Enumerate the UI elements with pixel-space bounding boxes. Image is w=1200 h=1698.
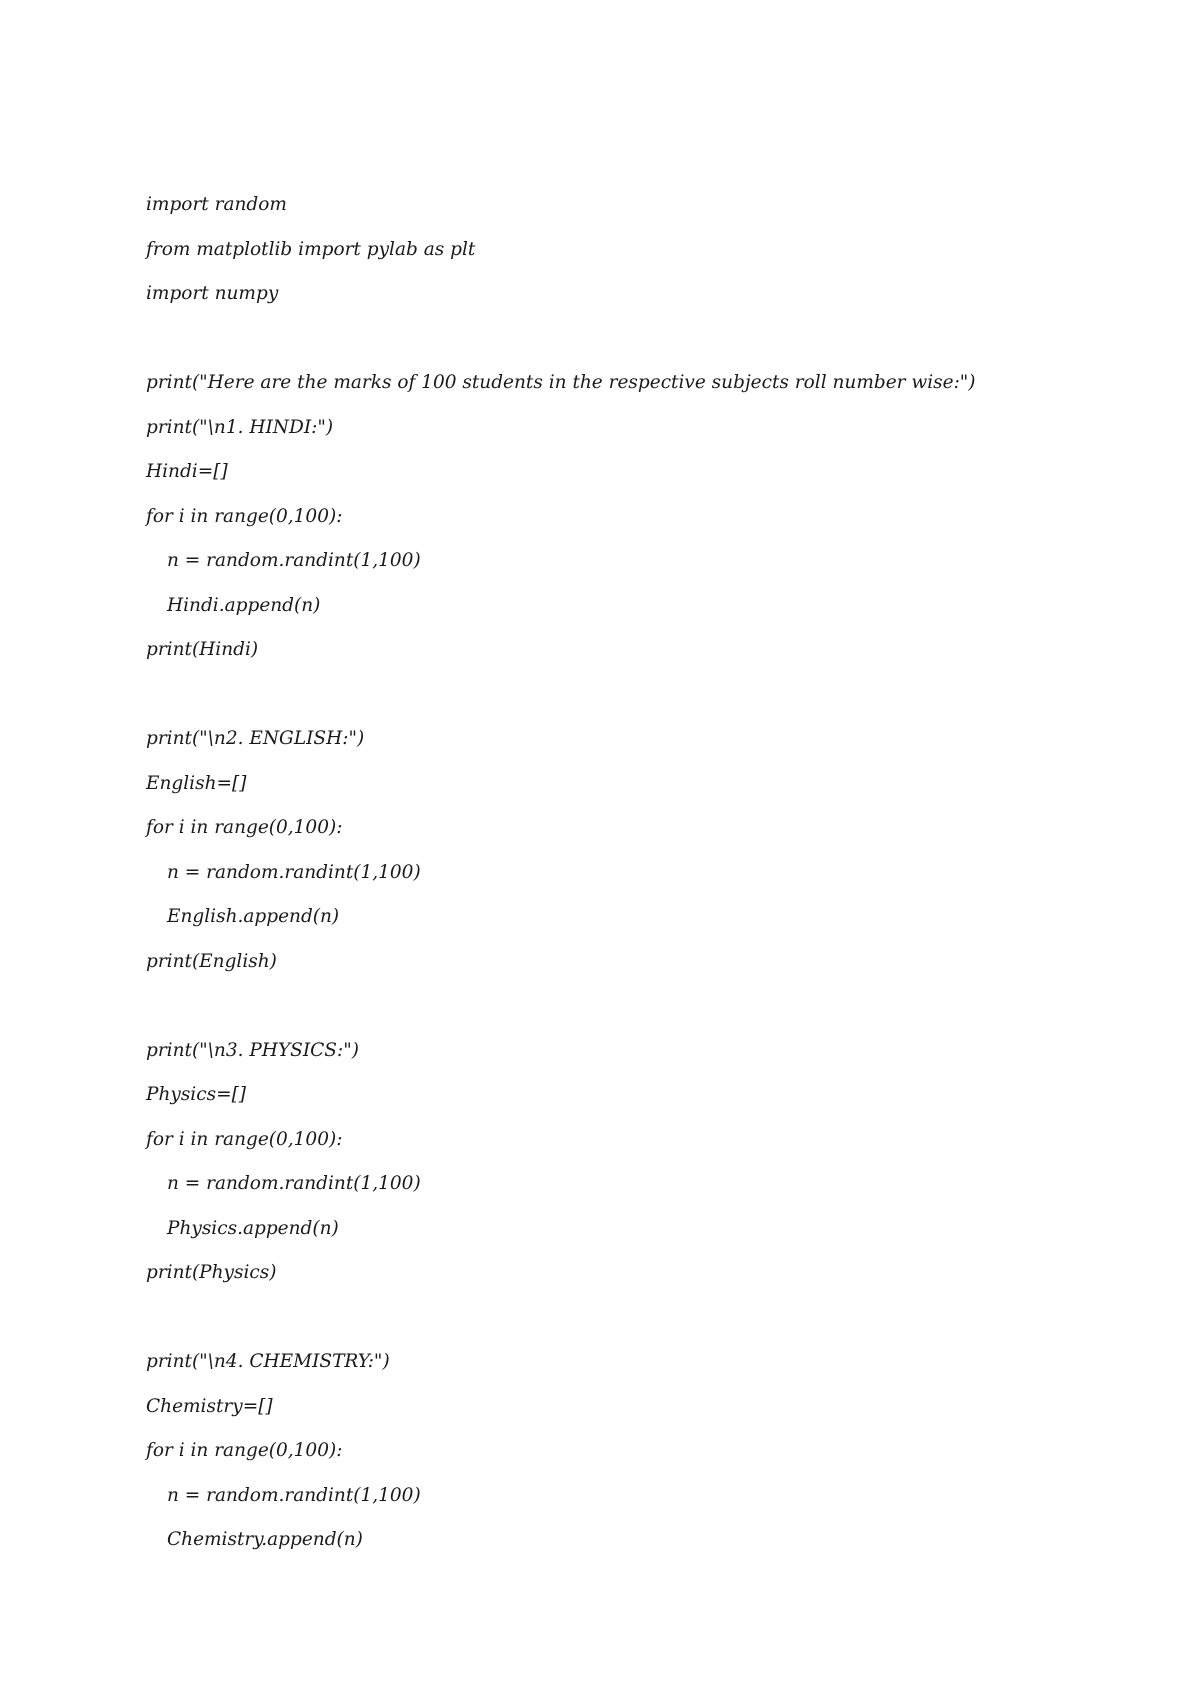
code-line-english-randint: n = random.randint(1,100) xyxy=(167,861,421,883)
code-line-english-append: English.append(n) xyxy=(167,906,340,927)
code-line-chemistry-append: Chemistry.append(n) xyxy=(167,1529,363,1550)
code-line-hindi-init: Hindi=[] xyxy=(146,461,228,482)
code-line-print-chemistry-header: print("\n4. CHEMISTRY:") xyxy=(146,1351,390,1372)
blank-line xyxy=(146,1301,1146,1346)
code-line-print-hindi: print(Hindi) xyxy=(146,639,259,660)
code-line-physics-append: Physics.append(n) xyxy=(167,1217,339,1239)
code-line-print-english: print(English) xyxy=(146,950,277,972)
code-line-english-init: English=[] xyxy=(146,772,247,794)
code-line-print-english-header: print("\n2. ENGLISH:") xyxy=(146,728,365,749)
code-line-print-hindi-header: print("\n1. HINDI:") xyxy=(146,416,334,438)
code-line-physics-init: Physics=[] xyxy=(146,1084,247,1105)
code-block xyxy=(146,188,1146,1568)
code-line-physics-randint: n = random.randint(1,100) xyxy=(167,1173,421,1194)
code-line-print-physics: print(Physics) xyxy=(146,1262,277,1283)
code-line-print-physics-header: print("\n3. PHYSICS:") xyxy=(146,1039,359,1061)
code-line-import-numpy: import numpy xyxy=(146,283,279,304)
code-line-import-random: import random xyxy=(146,194,287,215)
code-line-hindi-for: for i in range(0,100): xyxy=(146,505,343,527)
code-line-import-pylab: from matplotlib import pylab as plt xyxy=(146,238,476,260)
code-line-english-for: for i in range(0,100): xyxy=(146,817,343,838)
blank-line xyxy=(146,989,1146,1034)
blank-line xyxy=(146,322,1146,367)
code-line-hindi-append: Hindi.append(n) xyxy=(167,594,321,616)
code-line-print-intro: print("Here are the marks of 100 students in the respective subjects roll number wise:") xyxy=(146,372,976,393)
blank-line xyxy=(146,678,1146,723)
code-line-chemistry-for: for i in range(0,100): xyxy=(146,1440,343,1461)
code-line-hindi-randint: n = random.randint(1,100) xyxy=(167,550,421,571)
code-line-chemistry-init: Chemistry=[] xyxy=(146,1395,273,1417)
code-line-physics-for: for i in range(0,100): xyxy=(146,1128,343,1150)
code-line-chemistry-randint: n = random.randint(1,100) xyxy=(167,1484,421,1506)
